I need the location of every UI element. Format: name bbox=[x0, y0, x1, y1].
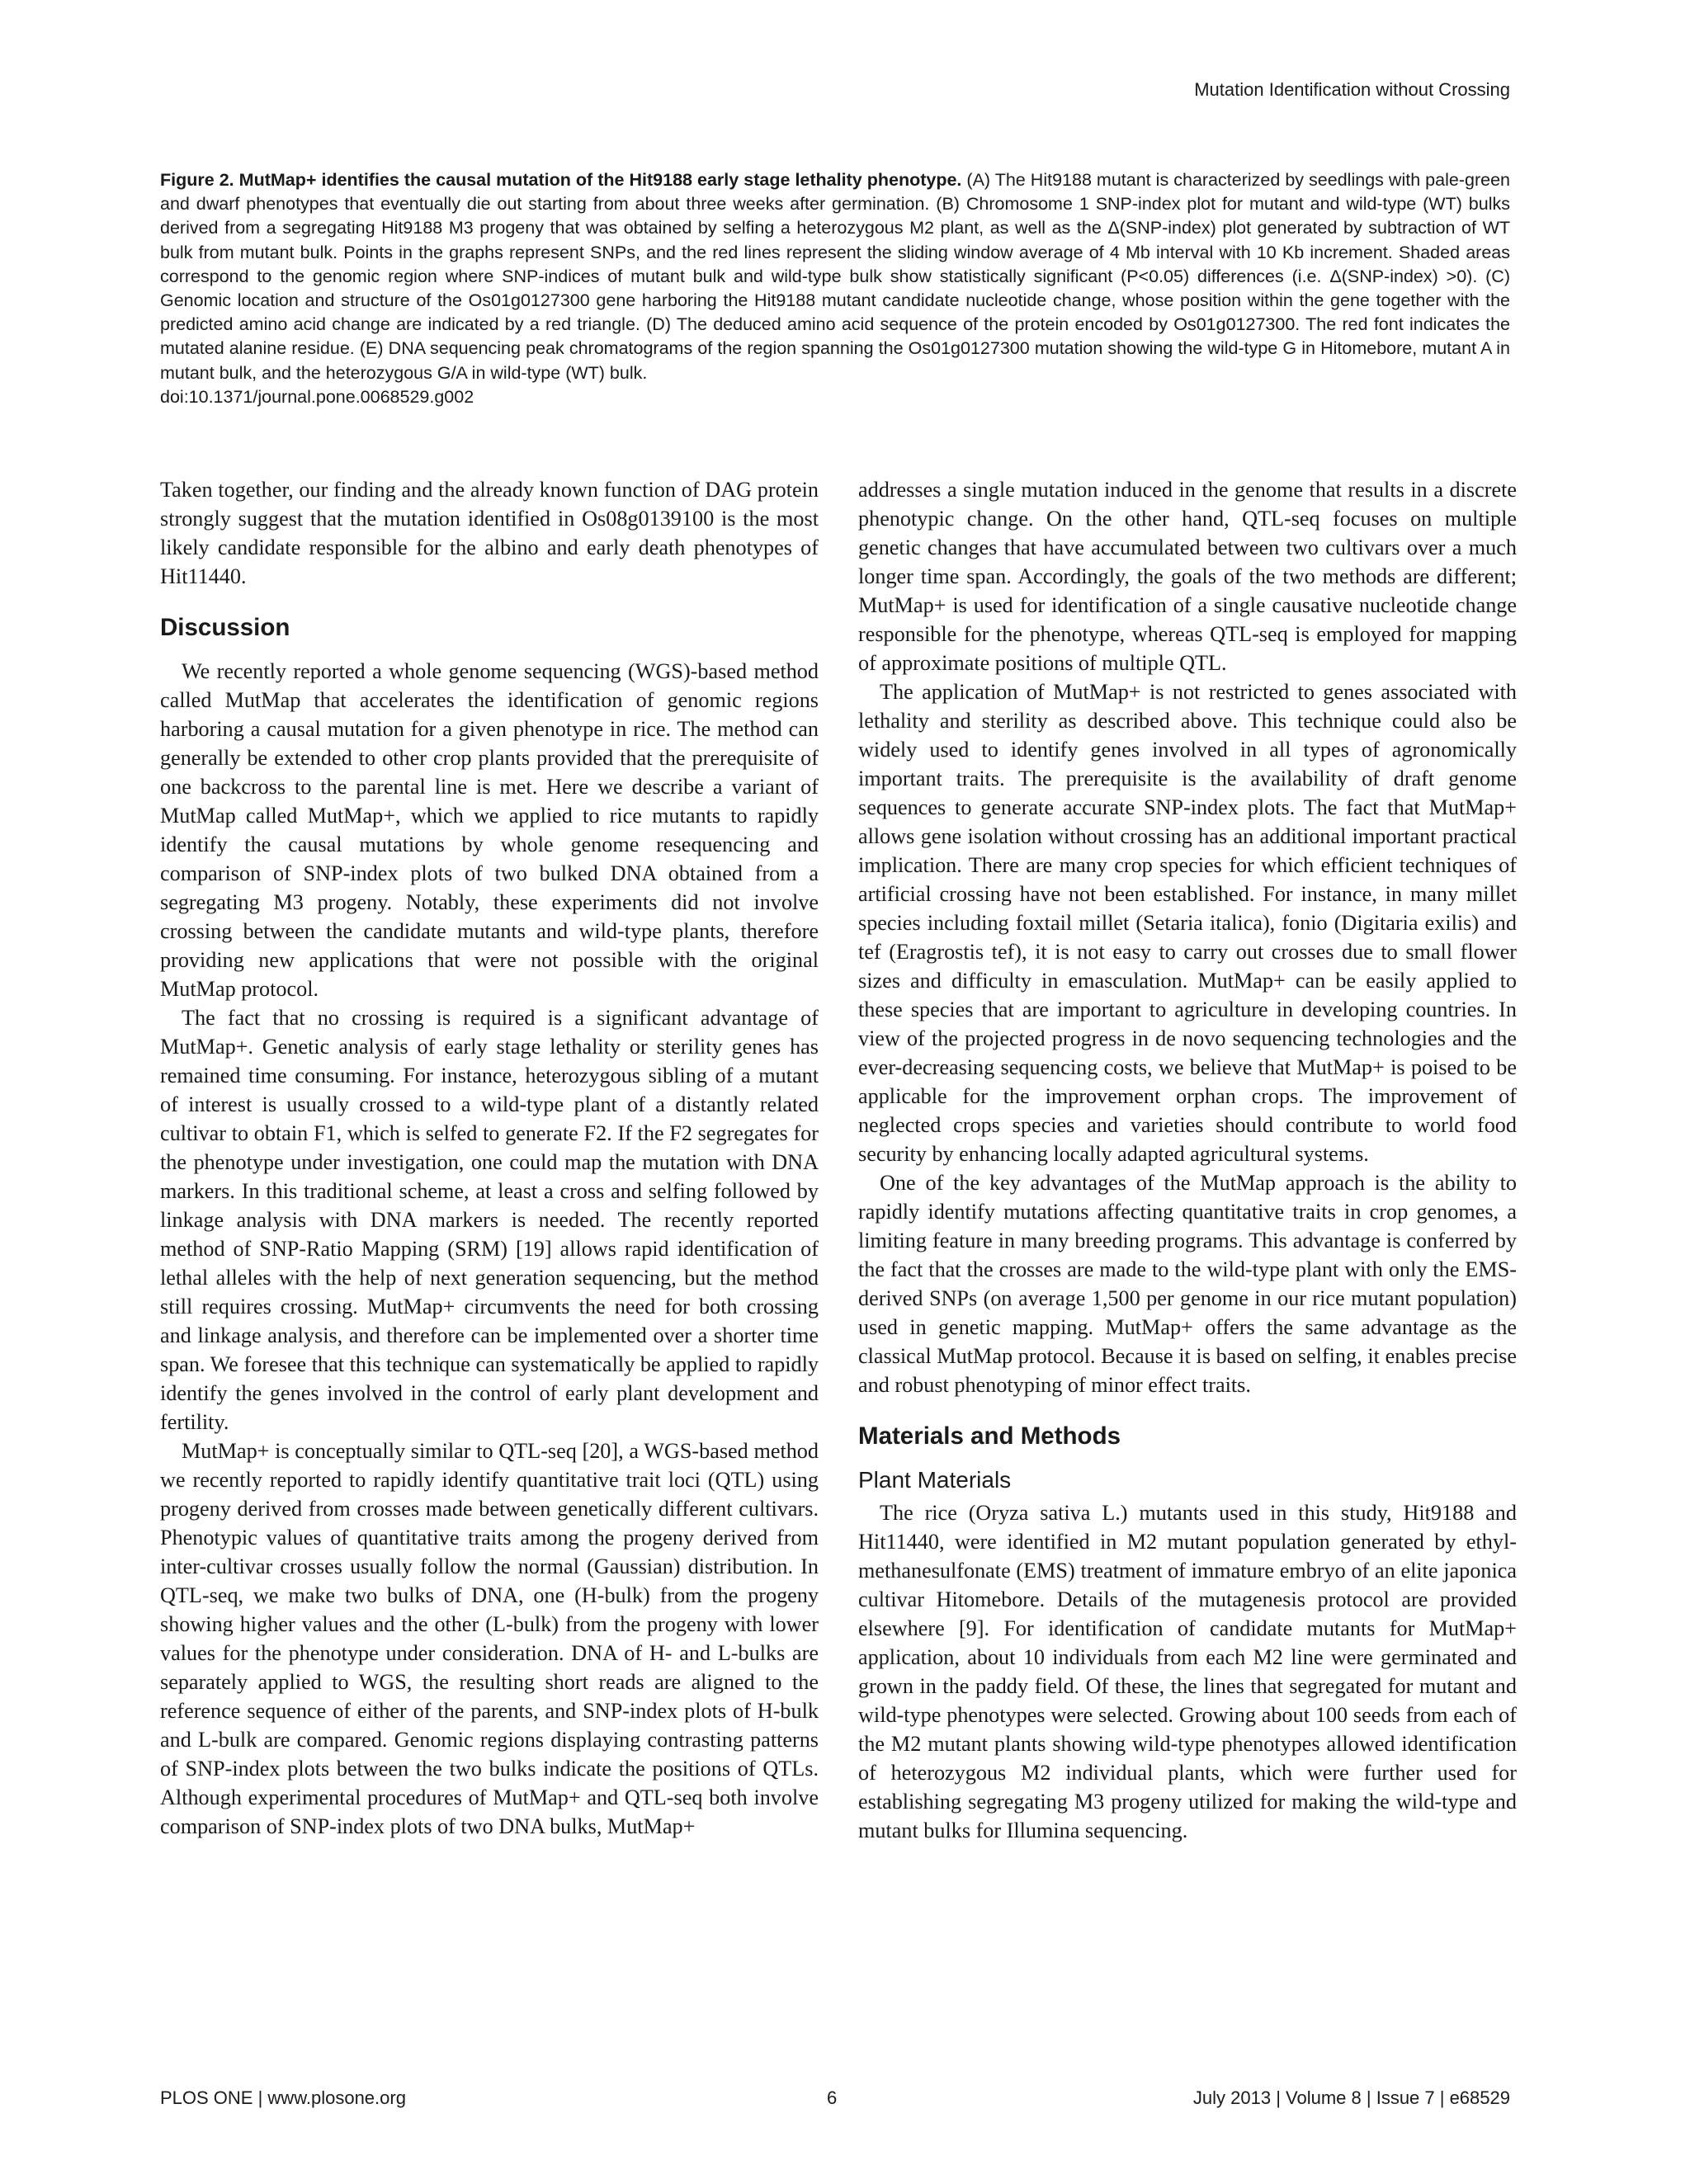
paragraph: addresses a single mutation induced in the genome that results in a discrete phenotypic change. On the other hand, QTL-seq focuses on multiple genetic changes that have accumulated between two cultivars over a much longer time span. Accordingly, the goals of the two methods are different; MutMap+ is used for identification of a single causative nucleotide change responsible for the phenotype, whereas QTL-seq is employed for mapping of approximate positions of multiple QTL. bbox=[858, 478, 1517, 675]
footer-journal: PLOS ONE | www.plosone.org bbox=[160, 2087, 406, 2108]
caption-body: (A) The Hit9188 mutant is characterized by seedlings with pale-green and dwarf phenotypes that eventually die out starting from about three weeks after germination. (B) Chromosome 1 SNP-index plot for mutant and wild-type (WT) bulks derived from a segregating Hit9188 M3 progeny that was obtained by selfing a heterozygous M2 plant, as well as the Δ(SNP-index) plot generated by subtraction of WT bulk from mutant bulk. Points in the graphs represent SNPs, and the red lines represent the sliding window average of 4 Mb interval with 10 Kb increment. Shaded areas correspond to the genomic region where SNP-indices of mutant bulk and wild-type bulk show statistically significant (P<0.05) differences (i.e. Δ(SNP-index) >0). (C) Genomic location and structure of the Os01g0127300 gene harboring the Hit9188 mutant candidate nucleotide change, whose position within the gene together with the predicted amino acid change are indicated by a red triangle. (D) The deduced amino acid sequence of the protein encoded by Os01g0127300. The red font indicates the mutated alanine residue. (E) DNA sequencing peak chromatograms of the region spanning the Os01g0127300 mutation showing the wild-type G in Hitomebore, mutant A in mutant bulk, and the heterozygous G/A in wild-type (WT) bulk. bbox=[160, 170, 1510, 383]
caption-doi: doi:10.1371/journal.pone.0068529.g002 bbox=[160, 386, 474, 407]
left-column bbox=[160, 475, 819, 1841]
running-head: Mutation Identification without Crossing bbox=[1194, 79, 1510, 100]
figure-caption bbox=[160, 168, 1510, 409]
paragraph: Taken together, our finding and the already known function of DAG protein strongly suggest that the mutation identified in Os08g0139100 is the most likely candidate responsible for the albino and early death phenotypes of Hit11440. bbox=[160, 478, 819, 588]
right-column bbox=[858, 475, 1517, 1845]
footer-page-number: 6 bbox=[827, 2087, 838, 2108]
paragraph: One of the key advantages of the MutMap approach is the ability to rapidly identify mutations affecting quantitative traits in crop genomes, a limiting feature in many breeding programs. This advantage is conferred by the fact that the crosses are made to the wild-type plant with only the EMS-derived SNPs (on average 1,500 per genome in our rice mutant population) used in genetic mapping. MutMap+ offers the same advantage as the classical MutMap protocol. Because it is based on selfing, it enables precise and robust phenotyping of minor effect traits. bbox=[858, 1171, 1517, 1397]
paragraph: MutMap+ is conceptually similar to QTL-seq [20], a WGS-based method we recently reported to rapidly identify quantitative trait loci (QTL) using progeny derived from crosses made between genetically different cultivars. Phenotypic values of quantitative traits among the progeny derived from inter-cultivar crosses usually follow the normal (Gaussian) distribution. In QTL-seq, we make two bulks of DNA, one (H-bulk) from the progeny showing higher values and the other (L-bulk) from the progeny with lower values for the phenotype under consideration. DNA of H- and L-bulks are separately applied to WGS, the resulting short reads are aligned to the reference sequence of either of the parents, and SNP-index plots of H-bulk and L-bulk are compared. Genomic regions displaying contrasting patterns of SNP-index plots between the two bulks indicate the positions of QTLs. Although experimental procedures of MutMap+ and QTL-seq both involve comparison of SNP-index plots of two DNA bulks, MutMap+ bbox=[160, 1439, 819, 1838]
discussion-heading: Discussion bbox=[160, 614, 290, 641]
plant-materials-heading: Plant Materials bbox=[858, 1467, 1012, 1493]
paragraph: The fact that no crossing is required is a significant advantage of MutMap+. Genetic analysis of early stage lethality or sterility genes has remained time consuming. For instance, heterozygous sibling of a mutant of interest is usually crossed to a wild-type plant of a distantly related cultivar to obtain F1, which is selfed to generate F2. If the F2 segregates for the phenotype under investigation, one could map the mutation with DNA markers. In this traditional scheme, at least a cross and selfing followed by linkage analysis with DNA markers is needed. The recently reported method of SNP-Ratio Mapping (SRM) [19] allows rapid identification of lethal alleles with the help of next generation sequencing, but the method still requires crossing. MutMap+ circumvents the need for both crossing and linkage analysis, and therefore can be implemented over a shorter time span. We foresee that this technique can systematically be applied to rapidly identify the genes involved in the control of early plant development and fertility. bbox=[160, 1006, 819, 1434]
paragraph: The application of MutMap+ is not restricted to genes associated with lethality and sterility as described above. This technique could also be widely used to identify genes involved in all types of agronomically important traits. The prerequisite is the availability of draft genome sequences to generate accurate SNP-index plots. The fact that MutMap+ allows gene isolation without crossing has an additional important practical implication. There are many crop species for which efficient techniques of artificial crossing have not been established. For instance, in many millet species including foxtail millet (Setaria italica), fonio (Digitaria exilis) and tef (Eragrostis tef), it is not easy to carry out crosses due to small flower sizes and difficulty in emasculation. MutMap+ can be easily applied to these species that are important to agriculture in developing countries. In view of the projected progress in de novo sequencing technologies and the ever-decreasing sequencing costs, we believe that MutMap+ is poised to be applicable for the improvement orphan crops. The improvement of neglected crops species and varieties should contribute to world food security by enhancing locally adapted agricultural systems. bbox=[858, 680, 1517, 1166]
caption-label: Figure 2. MutMap+ identifies the causal mutation of the Hit9188 early stage lethality phenotype. bbox=[160, 170, 962, 190]
methods-heading: Materials and Methods bbox=[858, 1422, 1121, 1450]
paragraph: We recently reported a whole genome sequencing (WGS)-based method called MutMap that accelerates the identification of genomic regions harboring a causal mutation for a given phenotype in rice. The method can generally be extended to other crop plants provided that the prerequisite of one backcross to the parental line is met. Here we describe a variant of MutMap called MutMap+, which we applied to rice mutants to rapidly identify the causal mutations by whole genome resequencing and comparison of SNP-index plots of two bulked DNA obtained from a segregating M3 progeny. Notably, these experiments did not involve crossing between the candidate mutants and wild-type plants, therefore providing new applications that were not possible with the original MutMap protocol. bbox=[160, 659, 819, 1001]
footer-issue: July 2013 | Volume 8 | Issue 7 | e68529 bbox=[1192, 2087, 1510, 2108]
paragraph: The rice (Oryza sativa L.) mutants used in this study, Hit9188 and Hit11440, were identified in M2 mutant population generated by ethyl-methanesulfonate (EMS) treatment of immature embryo of an elite japonica cultivar Hitomebore. Details of the mutagenesis protocol are provided elsewhere [9]. For identification of candidate mutants for MutMap+ application, about 10 individuals from each M2 line were germinated and grown in the paddy field. Of these, the lines that segregated for mutant and wild-type phenotypes were selected. Growing about 100 seeds from each of the M2 mutant plants showing wild-type phenotypes allowed identification of heterozygous M2 individual plants, which were further used for establishing segregating M3 progeny utilized for making the wild-type and mutant bulks for Illumina sequencing. bbox=[858, 1501, 1517, 1842]
